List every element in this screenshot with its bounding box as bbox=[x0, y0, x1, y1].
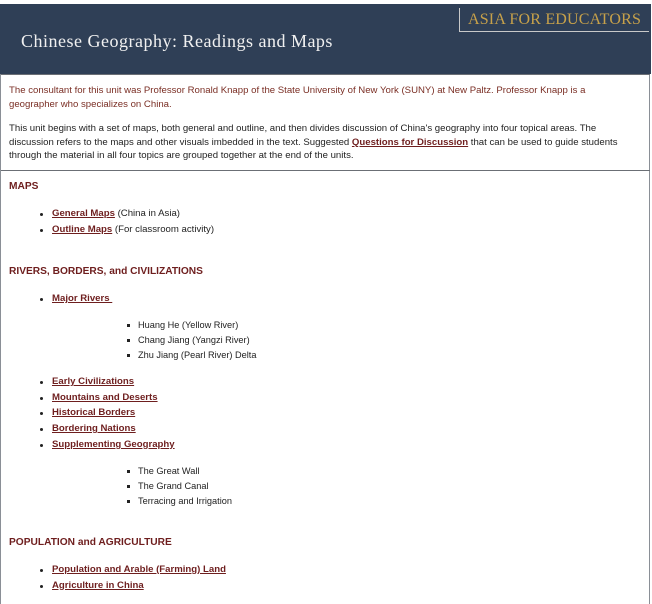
civilizations-list bbox=[52, 374, 175, 453]
mountains-deserts-link[interactable]: Mountains and Deserts bbox=[52, 391, 158, 403]
overview-text-start: This unit begins with a set of maps, both general and outline, and then divides discussion of China's geography into four topical areas. The discussion refers to the maps and other visuals imbedded in the text. Suggested bbox=[9, 123, 597, 148]
questions-for-discussion-link[interactable]: Questions for Discussion bbox=[351, 136, 469, 148]
list-item bbox=[52, 421, 175, 437]
list-item-note: (For classroom activity) bbox=[112, 223, 215, 235]
page-header bbox=[0, 4, 651, 74]
list-item bbox=[52, 437, 175, 453]
supplement-sublist bbox=[138, 464, 232, 509]
population-land-link[interactable]: Population and Arable (Farming) Land bbox=[52, 564, 226, 575]
list-item: Huang He (Yellow River) bbox=[138, 318, 256, 333]
section-heading-rivers: RIVERS, BORDERS, and CIVILIZATIONS bbox=[9, 266, 203, 277]
maps-list bbox=[52, 206, 214, 237]
list-item bbox=[52, 562, 226, 578]
rivers-list bbox=[52, 291, 112, 307]
general-maps-link[interactable]: General Maps bbox=[52, 208, 115, 219]
overview-text bbox=[9, 122, 635, 163]
list-item: Terracing and Irrigation bbox=[138, 494, 232, 509]
list-item bbox=[52, 390, 175, 406]
list-item bbox=[52, 206, 214, 222]
supplementing-geography-link[interactable]: Supplementing Geography bbox=[52, 438, 175, 450]
list-item bbox=[52, 578, 226, 594]
consultant-text: The consultant for this unit was Professor Ronald Knapp of the State University of New York (SUNY) at New Paltz. Professor Knapp is a geographer who specializes on China. bbox=[9, 85, 586, 110]
major-rivers-link[interactable]: Major Rivers bbox=[52, 293, 113, 304]
list-item bbox=[52, 222, 214, 238]
section-heading-population: POPULATION and AGRICULTURE bbox=[9, 537, 172, 548]
agriculture-link[interactable]: Agriculture in China bbox=[52, 579, 144, 591]
section-heading-maps: MAPS bbox=[9, 181, 39, 192]
list-item: The Great Wall bbox=[138, 464, 232, 479]
outline-maps-link[interactable]: Outline Maps bbox=[52, 223, 113, 235]
intro-box bbox=[1, 74, 650, 171]
bordering-nations-link[interactable]: Bordering Nations bbox=[52, 423, 136, 435]
list-item: The Grand Canal bbox=[138, 479, 232, 494]
page-title: Chinese Geography: Readings and Maps bbox=[21, 31, 333, 51]
list-item bbox=[52, 405, 175, 421]
early-civilizations-link[interactable]: Early Civilizations bbox=[52, 376, 135, 387]
historical-borders-link[interactable]: Historical Borders bbox=[52, 407, 136, 419]
list-item-note: (China in Asia) bbox=[114, 208, 180, 219]
brand-logo[interactable]: ASIA FOR EDUCATORS bbox=[459, 8, 649, 32]
list-item: Chang Jiang (Yangzi River) bbox=[138, 333, 256, 348]
population-list bbox=[52, 562, 226, 593]
overview-text-end: that can be used to guide students through the material in all four topics are grouped together at the end of the units. bbox=[9, 136, 618, 161]
rivers-sublist bbox=[138, 318, 256, 363]
list-item bbox=[52, 374, 175, 390]
list-item: Zhu Jiang (Pearl River) Delta bbox=[138, 348, 256, 363]
list-item bbox=[52, 291, 112, 307]
